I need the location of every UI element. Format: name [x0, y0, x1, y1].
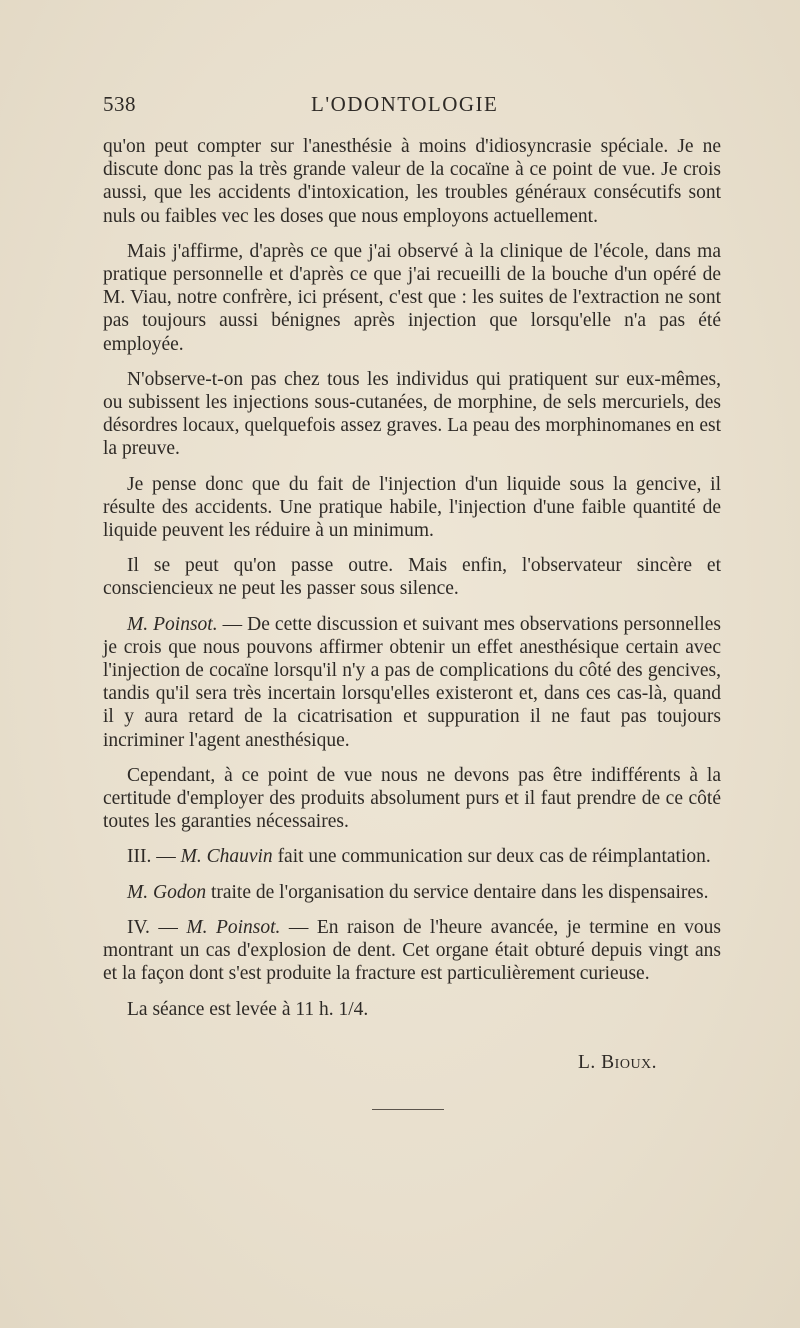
body-text [103, 135, 721, 1033]
paragraph-10-text: — En raison de l'heure avancée, je termine en vous montrant un cas d'explosion de dent. Cet organe était obturé depuis vingt ans et la façon dont s'est produite la fracture est particulièrement curieuse. [103, 916, 721, 985]
paragraph-3: N'observe-t-on pas chez tous les individus qui pratiquent sur eux-mêmes, ou subissent les injections sous-cutanées, de morphine, de sels mercuriels, des désordres locaux, quelquefois assez graves. La peau des morphinomanes en est la preuve. [103, 368, 721, 460]
paragraph-4: Je pense donc que du fait de l'injection d'un liquide sous la gencive, il résulte des accidents. Une pratique habile, l'injection d'une faible quantité de liquide peuvent les réduire à un minimum. [103, 473, 721, 542]
paragraph-9 [103, 881, 721, 904]
running-title: L'ODONTOLOGIE [311, 92, 499, 116]
signature [578, 1052, 657, 1074]
paragraph-10 [103, 916, 721, 986]
speaker-name: M. Poinsot. [127, 613, 218, 635]
paragraph-6-text: — De cette discussion et suivant mes observations personnelles je crois que nous pouvons affirmer obtenir un effet anesthésique certain avec l'injection de cocaïne lorsqu'il n'y a pas de complications du côté des gencives, tandis qu'il sera très incertain lorsqu'elles existeront et, dans ces cas-là, quand il y aura retard de la cicatrisation et suppuration il ne faut pas toujours incriminer l'agent anesthésique. [103, 613, 721, 751]
paragraph-1: qu'on peut compter sur l'anesthésie à moins d'idiosyncrasie spéciale. Je ne discute donc pas la très grande valeur de la cocaïne à ce point de vue. Je crois aussi, que les accidents d'intoxication, les troubles généraux consécutifs sont nuls ou faibles vec les doses que nous employons actuellement. [103, 136, 721, 227]
signature-name: Bioux. [601, 1052, 658, 1073]
paragraph-9-text: traite de l'organisation du service dentaire dans les dispensaires. [206, 881, 709, 903]
paragraph-11: La séance est levée à 11 h. 1/4. [127, 998, 369, 1020]
section-number: III. — [127, 846, 181, 868]
speaker-name: M. Poinsot. [186, 916, 281, 938]
speaker-name: M. Chauvin [180, 846, 273, 868]
paragraph-5: Il se peut qu'on passe outre. Mais enfin, l'observateur sincère et consciencieux ne peut les passer sous silence. [103, 555, 721, 600]
signature-initial: L. [578, 1052, 596, 1073]
page-number: 538 [103, 92, 136, 116]
paragraph-2: Mais j'affirme, d'après ce que j'ai observé à la clinique de l'école, dans ma pratique personnelle et d'après ce que j'ai recueilli de la bouche d'un opéré de M. Viau, notre confrère, ici présent, c'est que : les suites de l'extraction ne sont pas toujours aussi bénignes après injection que lorsqu'elle n'a pas été employée. [103, 240, 721, 355]
speaker-name: M. Godon [127, 881, 207, 903]
paragraph-8 [103, 845, 721, 868]
paragraph-7: Cependant, à ce point de vue nous ne devons pas être indifférents à la certitude d'employer des produits absolument purs et il faut prendre de ce côté toutes les garanties nécessaires. [103, 764, 721, 833]
paragraph-8-text: fait une communication sur deux cas de réimplantation. [272, 846, 711, 868]
section-number: IV. — [127, 916, 187, 938]
page-header [103, 92, 723, 122]
paragraph-6 [103, 613, 721, 752]
end-rule [372, 1109, 444, 1110]
